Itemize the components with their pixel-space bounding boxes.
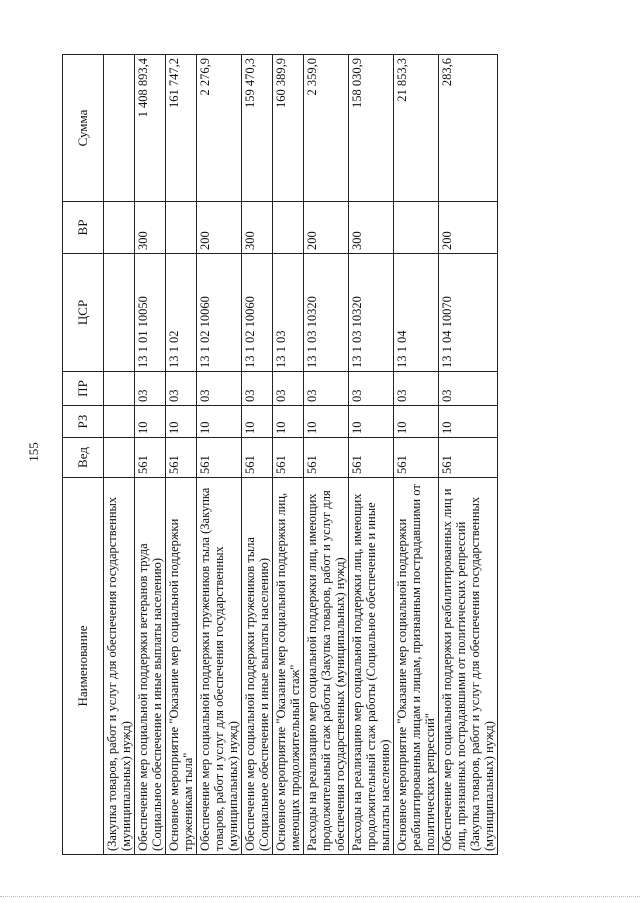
cell-sum: 21 853,3 (394, 55, 439, 202)
budget-table (62, 54, 498, 855)
cell-ved: 561 (242, 438, 273, 478)
table-row (166, 55, 197, 855)
cell-rz: 10 (273, 406, 304, 438)
table-header-row (63, 55, 104, 855)
scan-edge-noise (0, 896, 640, 905)
header-csr: ЦСР (63, 254, 104, 372)
table-row (104, 55, 135, 855)
cell-csr: 13 1 04 10070 (439, 254, 498, 372)
cell-sum: 1 408 893,4 (135, 55, 166, 202)
cell-ved: 561 (439, 438, 498, 478)
cell-vr (273, 202, 304, 254)
cell-ved (104, 438, 135, 478)
cell-rz: 10 (439, 406, 498, 438)
table-row (394, 55, 439, 855)
cell-csr: 13 1 03 (273, 254, 304, 372)
cell-csr: 13 1 02 (166, 254, 197, 372)
header-rz: РЗ (63, 406, 104, 438)
cell-rz: 10 (197, 406, 242, 438)
cell-vr (104, 202, 135, 254)
cell-pr: 03 (439, 372, 498, 406)
cell-pr: 03 (242, 372, 273, 406)
header-name: Наименование (63, 478, 104, 855)
cell-name: Расходы на реализацию мер социальной поддержки лиц, имеющих продолжительный стаж работы (Социальное обеспечение и иные выплаты населению) (349, 478, 394, 855)
page-number: 155 (26, 442, 41, 462)
cell-ved: 561 (349, 438, 394, 478)
cell-rz: 10 (304, 406, 349, 438)
cell-name: Основное мероприятие "Оказание мер социальной поддержки лиц, имеющих продолжительный стаж" (273, 478, 304, 855)
cell-sum: 158 030,9 (349, 55, 394, 202)
cell-sum: 159 470,3 (242, 55, 273, 202)
table-row (439, 55, 498, 855)
cell-csr: 13 1 01 10050 (135, 254, 166, 372)
cell-rz: 10 (166, 406, 197, 438)
cell-sum (104, 55, 135, 202)
table-row (304, 55, 349, 855)
cell-csr: 13 1 02 10060 (197, 254, 242, 372)
cell-csr: 13 1 04 (394, 254, 439, 372)
cell-ved: 561 (166, 438, 197, 478)
cell-vr: 200 (439, 202, 498, 254)
cell-name: Расходы на реализацию мер социальной поддержки лиц, имеющих продолжительный стаж работы (Закупка товаров, работ и услуг для обеспечения государственных (муниципальных) нужд) (304, 478, 349, 855)
cell-csr: 13 1 03 10320 (349, 254, 394, 372)
header-pr: ПР (63, 372, 104, 406)
cell-ved: 561 (273, 438, 304, 478)
cell-vr (394, 202, 439, 254)
cell-csr (104, 254, 135, 372)
cell-sum: 283,6 (439, 55, 498, 202)
table-row (273, 55, 304, 855)
table-body (104, 55, 498, 855)
cell-ved: 561 (197, 438, 242, 478)
cell-sum: 2 276,9 (197, 55, 242, 202)
cell-vr: 200 (197, 202, 242, 254)
rotated-table-wrapper (62, 55, 602, 855)
cell-pr: 03 (166, 372, 197, 406)
cell-sum: 161 747,2 (166, 55, 197, 202)
header-ved: Вед (63, 438, 104, 478)
cell-rz (104, 406, 135, 438)
cell-name: Обеспечение мер социальной поддержки тружеников тыла (Социальное обеспечение и иные выплаты населению) (242, 478, 273, 855)
cell-name: Обеспечение мер социальной поддержки ветеранов труда (Социальное обеспечение и иные выплаты населению) (135, 478, 166, 855)
table-row (135, 55, 166, 855)
cell-vr: 300 (242, 202, 273, 254)
cell-vr: 300 (349, 202, 394, 254)
cell-pr: 03 (135, 372, 166, 406)
cell-name: Основное мероприятие "Оказание мер социальной поддержки реабилитированным лицам и лицам, признанным пострадавшими от политических репрессий" (394, 478, 439, 855)
cell-csr: 13 1 02 10060 (242, 254, 273, 372)
cell-name: Обеспечение мер социальной поддержки тружеников тыла (Закупка товаров, работ и услуг для обеспечения государственных (муниципальных) нужд) (197, 478, 242, 855)
cell-rz: 10 (242, 406, 273, 438)
cell-vr: 300 (135, 202, 166, 254)
cell-name: Обеспечение мер социальной поддержки реабилитированных лиц и лиц, признанных пострадавшими от политических репрессий (Закупка товаров, работ и услуг для обеспечения государственных (муниципальных) нужд) (439, 478, 498, 855)
header-vr: ВР (63, 202, 104, 254)
table-row (349, 55, 394, 855)
cell-sum: 160 389,9 (273, 55, 304, 202)
header-sum: Сумма (63, 55, 104, 202)
cell-rz: 10 (349, 406, 394, 438)
cell-vr: 200 (304, 202, 349, 254)
table-row (242, 55, 273, 855)
cell-ved: 561 (394, 438, 439, 478)
cell-rz: 10 (394, 406, 439, 438)
cell-ved: 561 (304, 438, 349, 478)
cell-pr (104, 372, 135, 406)
cell-pr: 03 (304, 372, 349, 406)
cell-sum: 2 359,0 (304, 55, 349, 202)
cell-pr: 03 (349, 372, 394, 406)
cell-pr: 03 (394, 372, 439, 406)
cell-ved: 561 (135, 438, 166, 478)
cell-rz: 10 (135, 406, 166, 438)
cell-name: (Закупка товаров, работ и услуг для обеспечения государственных (муниципальных) нужд) (104, 478, 135, 855)
table-row (197, 55, 242, 855)
cell-vr (166, 202, 197, 254)
cell-pr: 03 (197, 372, 242, 406)
cell-name: Основное мероприятие "Оказание мер социальной поддержки труженикам тыла" (166, 478, 197, 855)
cell-csr: 13 1 03 10320 (304, 254, 349, 372)
cell-pr: 03 (273, 372, 304, 406)
